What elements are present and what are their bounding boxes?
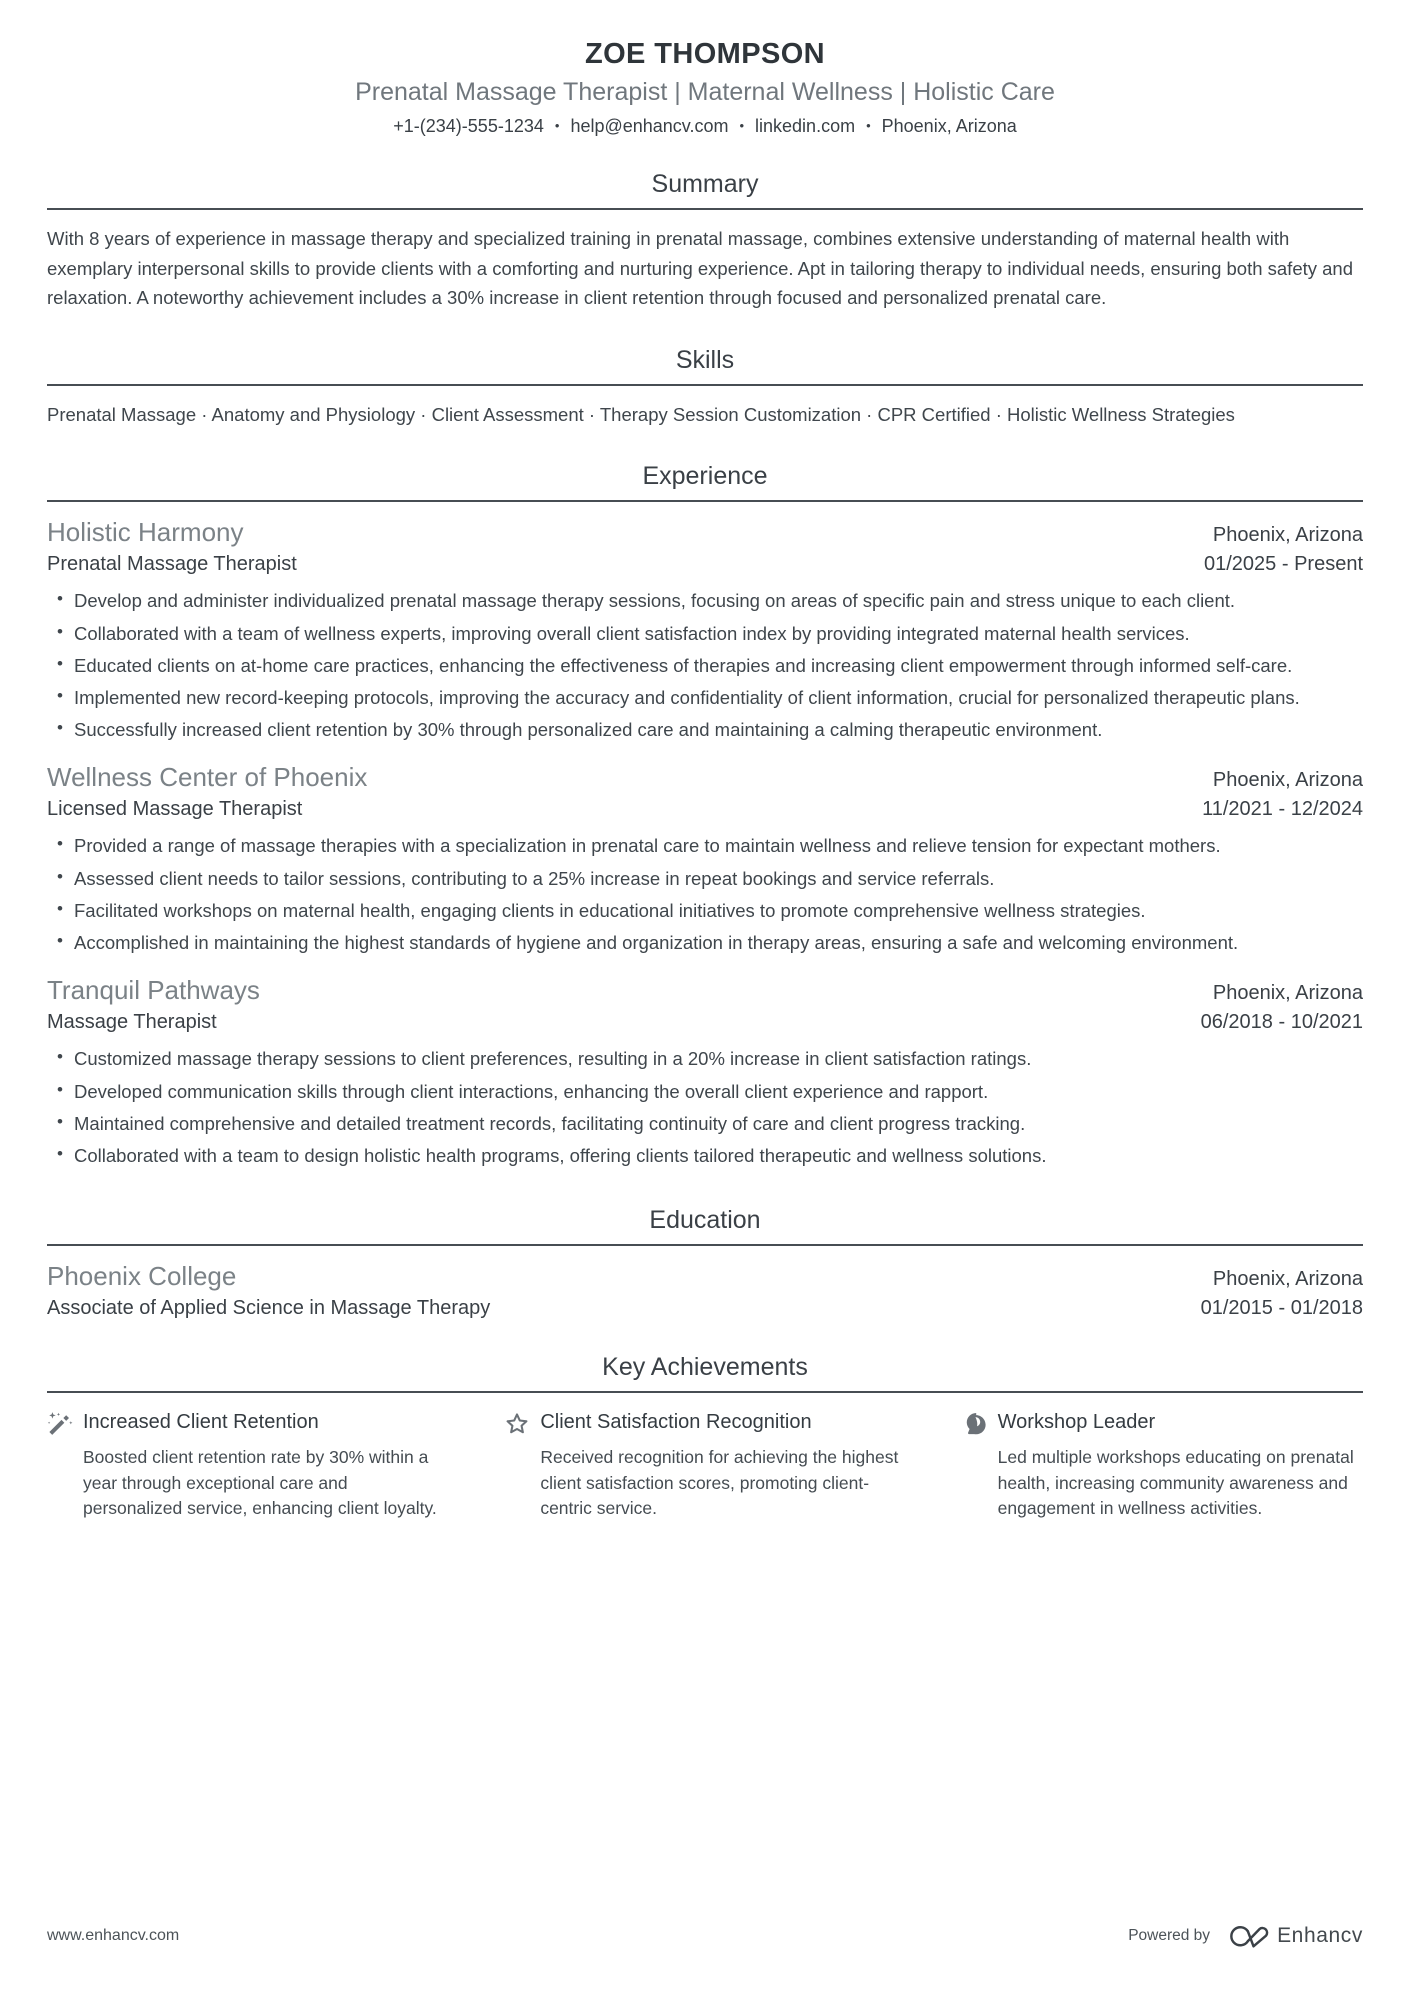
section-divider	[47, 1391, 1363, 1393]
job-bullet: • Develop and administer individualized prenatal massage therapy sessions, focusing on areas of specific pain and stress unique to each client.	[74, 586, 1363, 615]
dot-separator: •	[866, 118, 871, 133]
job-dates: 11/2021 - 12/2024	[1202, 798, 1363, 821]
achievements-heading: Key Achievements	[602, 1353, 808, 1382]
job-bullet: • Provided a range of massage therapies with a specialization in prenatal care to maintain wellness and relieve tension for expectant mothers.	[74, 831, 1363, 860]
page-footer	[47, 1921, 1363, 1951]
job-bullet-list	[47, 586, 1363, 744]
section-divider	[47, 384, 1363, 386]
achievements-grid	[47, 1410, 1363, 1521]
experience-entry	[47, 517, 1363, 747]
experience-entry	[47, 975, 1363, 1173]
job-bullet-list	[47, 831, 1363, 957]
enhancv-website-link[interactable]: www.enhancv.com	[47, 1927, 180, 1944]
education-dates: 01/2015 - 01/2018	[1200, 1297, 1363, 1320]
job-dates: 06/2018 - 10/2021	[1200, 1011, 1363, 1034]
school-name: Phoenix College	[47, 1261, 237, 1292]
job-title: Prenatal Massage Therapist	[47, 553, 297, 576]
job-bullet: • Collaborated with a team of wellness experts, improving overall client satisfaction index by providing integrated maternal health services.	[74, 619, 1363, 648]
contact-website[interactable]: linkedin.com	[755, 116, 856, 136]
job-title: Massage Therapist	[47, 1011, 217, 1034]
skills-heading: Skills	[675, 345, 735, 374]
achievement-title: Client Satisfaction Recognition	[540, 1411, 812, 1434]
powered-by-lockup	[1128, 1921, 1363, 1951]
summary-text: With 8 years of experience in massage therapy and specialized training in prenatal massage, combines extensive understanding of maternal health with exemplary interpersonal skills to provide clients with a comforting and nurturing experience. Apt in tailoring therapy to individual needs, ensuring both safety and relaxation. A noteworthy achievement includes a 30% increase in client retention through focused and personalized prenatal care.	[47, 228, 1354, 309]
job-bullet: • Maintained comprehensive and detailed treatment records, facilitating continuity of care and client progress tracking.	[74, 1109, 1363, 1138]
degree-name: Associate of Applied Science in Massage Therapy	[47, 1297, 491, 1320]
powered-by-label: Powered by	[1128, 1927, 1211, 1944]
star-icon	[504, 1411, 530, 1437]
education-entry	[47, 1261, 1363, 1320]
company-name: Wellness Center of Phoenix	[47, 762, 368, 793]
achievement-text: Received recognition for achieving the highest client satisfaction scores, promoting client-centric service.	[540, 1447, 899, 1518]
job-location: Phoenix, Arizona	[1212, 524, 1363, 547]
school-location: Phoenix, Arizona	[1212, 1268, 1363, 1291]
contact-location: Phoenix, Arizona	[881, 116, 1017, 136]
achievement-item	[962, 1410, 1363, 1521]
job-bullet: • Facilitated workshops on maternal health, engaging clients in educational initiatives to promote comprehensive wellness strategies.	[74, 896, 1363, 925]
contact-phone: +1-(234)-555-1234	[393, 116, 544, 136]
job-bullet: • Successfully increased client retention by 30% through personalized care and maintaining a calming therapeutic environment.	[74, 715, 1363, 744]
section-divider	[47, 208, 1363, 210]
section-divider	[47, 500, 1363, 502]
achievement-title: Workshop Leader	[997, 1411, 1156, 1434]
job-location: Phoenix, Arizona	[1212, 769, 1363, 792]
job-bullet: • Assessed client needs to tailor sessions, contributing to a 25% increase in repeat bookings and service referrals.	[74, 864, 1363, 893]
job-bullet: • Collaborated with a team to design holistic health programs, offering clients tailored therapeutic and wellness solutions.	[74, 1141, 1363, 1170]
dot-separator: •	[739, 118, 745, 133]
experience-heading: Experience	[642, 462, 768, 491]
person-name: ZOE THOMPSON	[584, 38, 826, 70]
enhancv-infinity-heart-icon	[1223, 1921, 1269, 1951]
job-bullet: • Accomplished in maintaining the highest standards of hygiene and organization in therapy areas, ensuring a safe and welcoming environment.	[74, 928, 1363, 957]
head-icon	[962, 1411, 988, 1437]
achievement-text: Boosted client retention rate by 30% within a year through exceptional care and personalized service, enhancing client loyalty.	[83, 1447, 437, 1518]
company-name: Holistic Harmony	[47, 517, 244, 548]
section-divider	[47, 1244, 1363, 1246]
enhancv-brand-name: Enhancv	[1277, 1924, 1363, 1947]
job-location: Phoenix, Arizona	[1212, 982, 1363, 1005]
job-bullet: • Implemented new record-keeping protocols, improving the accuracy and confidentiality of client information, crucial for personalized therapeutic plans.	[74, 683, 1363, 712]
resume-header	[47, 38, 1363, 137]
achievement-item	[504, 1410, 905, 1521]
achievement-title: Increased Client Retention	[83, 1411, 319, 1434]
achievement-text: Led multiple workshops educating on prenatal health, increasing community awareness and engagement in wellness activities.	[997, 1447, 1354, 1518]
job-bullet: • Developed communication skills through client interactions, enhancing the overall client experience and rapport.	[74, 1077, 1363, 1106]
achievement-item	[47, 1410, 448, 1521]
education-heading: Education	[649, 1206, 761, 1235]
contact-email[interactable]: help@enhancv.com	[570, 116, 729, 136]
job-dates: 01/2025 - Present	[1204, 553, 1363, 576]
job-bullet: • Customized massage therapy sessions to client preferences, resulting in a 20% increase in client satisfaction ratings.	[74, 1044, 1363, 1073]
dot-separator: •	[554, 118, 560, 133]
contact-row	[47, 116, 1363, 137]
magic-wand-icon	[47, 1411, 73, 1437]
job-headline: Prenatal Massage Therapist | Maternal Wellness | Holistic Care	[355, 78, 1055, 106]
enhancv-logo[interactable]	[1223, 1921, 1363, 1951]
summary-heading: Summary	[651, 170, 759, 198]
job-bullet: • Educated clients on at-home care practices, enhancing the effectiveness of therapies and increasing client empowerment through informed self-care.	[74, 651, 1363, 680]
skills-text: Prenatal Massage · Anatomy and Physiology · Client Assessment · Therapy Session Customization · CPR Certified · Holistic Wellness Strategies	[47, 403, 1235, 425]
experience-entry	[47, 762, 1363, 960]
job-title: Licensed Massage Therapist	[47, 798, 303, 821]
job-bullet-list	[47, 1044, 1363, 1170]
company-name: Tranquil Pathways	[47, 975, 260, 1006]
